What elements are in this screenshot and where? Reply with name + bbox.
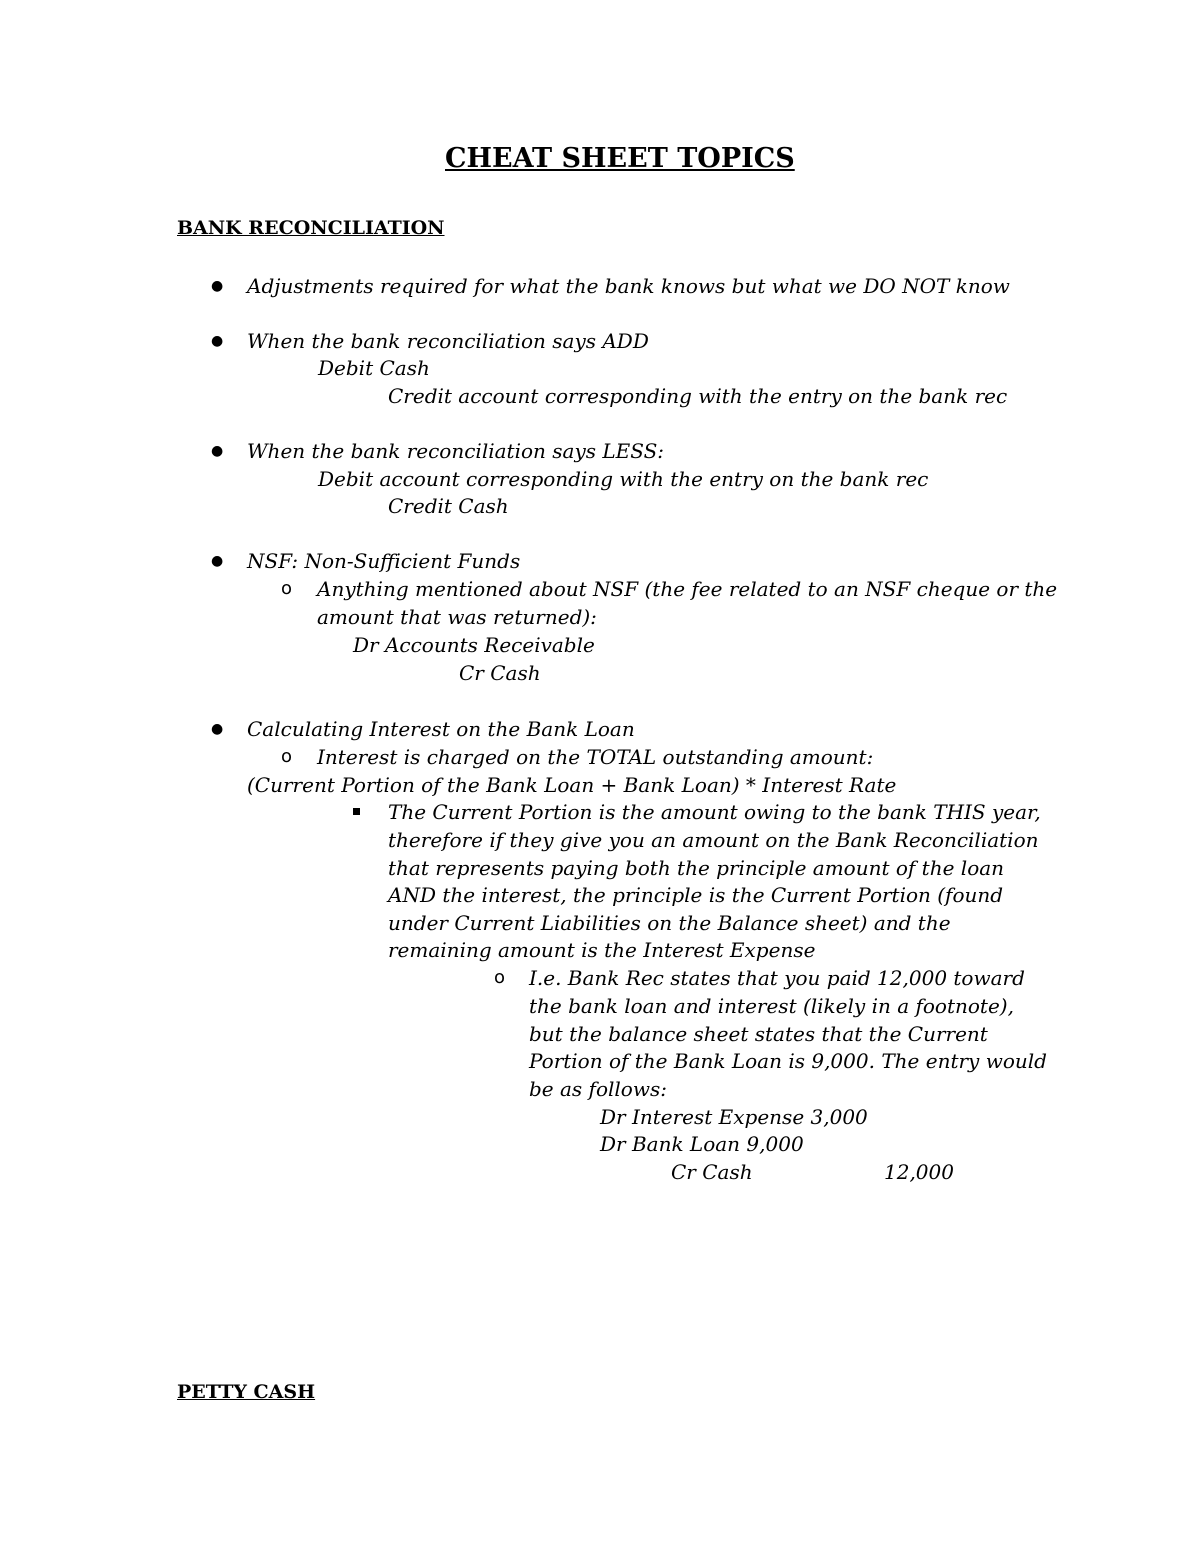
bullet-text: Calculating Interest on the Bank Loan (247, 717, 635, 741)
journal-line: Cr Cash (671, 1160, 753, 1184)
paragraph-line: The Current Portion is the amount owing to the bank THIS year, (388, 800, 1041, 824)
circle-bullet-icon: o (494, 967, 506, 988)
journal-line: Dr Bank Loan 9,000 (600, 1132, 804, 1156)
paragraph-line: therefore if they give you an amount on the Bank Reconciliation (388, 828, 1039, 852)
section-heading-petty-cash: PETTY CASH (177, 1381, 316, 1403)
paragraph-line: AND the interest, the principle is the Current Portion (found (388, 883, 1004, 907)
section-heading-bank-reconciliation: BANK RECONCILIATION (177, 217, 445, 239)
journal-line: Debit Cash (318, 356, 430, 380)
paragraph-line: remaining amount is the Interest Expense (388, 938, 816, 962)
journal-line: Dr Interest Expense 3,000 (600, 1105, 868, 1129)
journal-line: Credit Cash (388, 494, 509, 518)
bullet-text: NSF: Non-Sufficient Funds (247, 549, 521, 573)
bullet-text: Adjustments required for what the bank knows but what we DO NOT know (247, 274, 1010, 298)
journal-amount: 12,000 (884, 1160, 954, 1184)
journal-line: Credit account corresponding with the entry on the bank rec (388, 384, 1008, 408)
example-line: be as follows: (529, 1077, 667, 1101)
sub-bullet-text: Anything mentioned about NSF (the fee related to an NSF cheque or the (317, 577, 1058, 601)
sub-bullet-text: Interest is charged on the TOTAL outstanding amount: (317, 745, 874, 769)
bullet-text: When the bank reconciliation says ADD (247, 329, 649, 353)
journal-line: Debit account corresponding with the entry on the bank rec (318, 467, 929, 491)
circle-bullet-icon: o (281, 578, 293, 599)
bullet-icon: ● (211, 721, 224, 737)
example-line: Portion of the Bank Loan is 9,000. The entry would (529, 1049, 1047, 1073)
example-line: but the balance sheet states that the Current (529, 1022, 988, 1046)
paragraph-line: that represents paying both the principle amount of the loan (388, 856, 1005, 880)
square-bullet-icon (353, 808, 360, 815)
journal-line: Cr Cash (459, 661, 541, 685)
paragraph-line: under Current Liabilities on the Balance sheet) and the (388, 911, 951, 935)
circle-bullet-icon: o (281, 746, 293, 767)
bullet-icon: ● (211, 333, 224, 349)
bullet-text: When the bank reconciliation says LESS: (247, 439, 665, 463)
formula: (Current Portion of the Bank Loan + Bank Loan) * Interest Rate (247, 773, 897, 797)
journal-line: Dr Accounts Receivable (353, 633, 595, 657)
sub-bullet-text: amount that was returned): (317, 605, 597, 629)
example-line: the bank loan and interest (likely in a footnote), (529, 994, 1014, 1018)
bullet-icon: ● (211, 278, 224, 294)
example-line: I.e. Bank Rec states that you paid 12,000 toward (529, 966, 1025, 990)
bullet-icon: ● (211, 553, 224, 569)
page-title: CHEAT SHEET TOPICS (445, 143, 795, 174)
bullet-icon: ● (211, 443, 224, 459)
